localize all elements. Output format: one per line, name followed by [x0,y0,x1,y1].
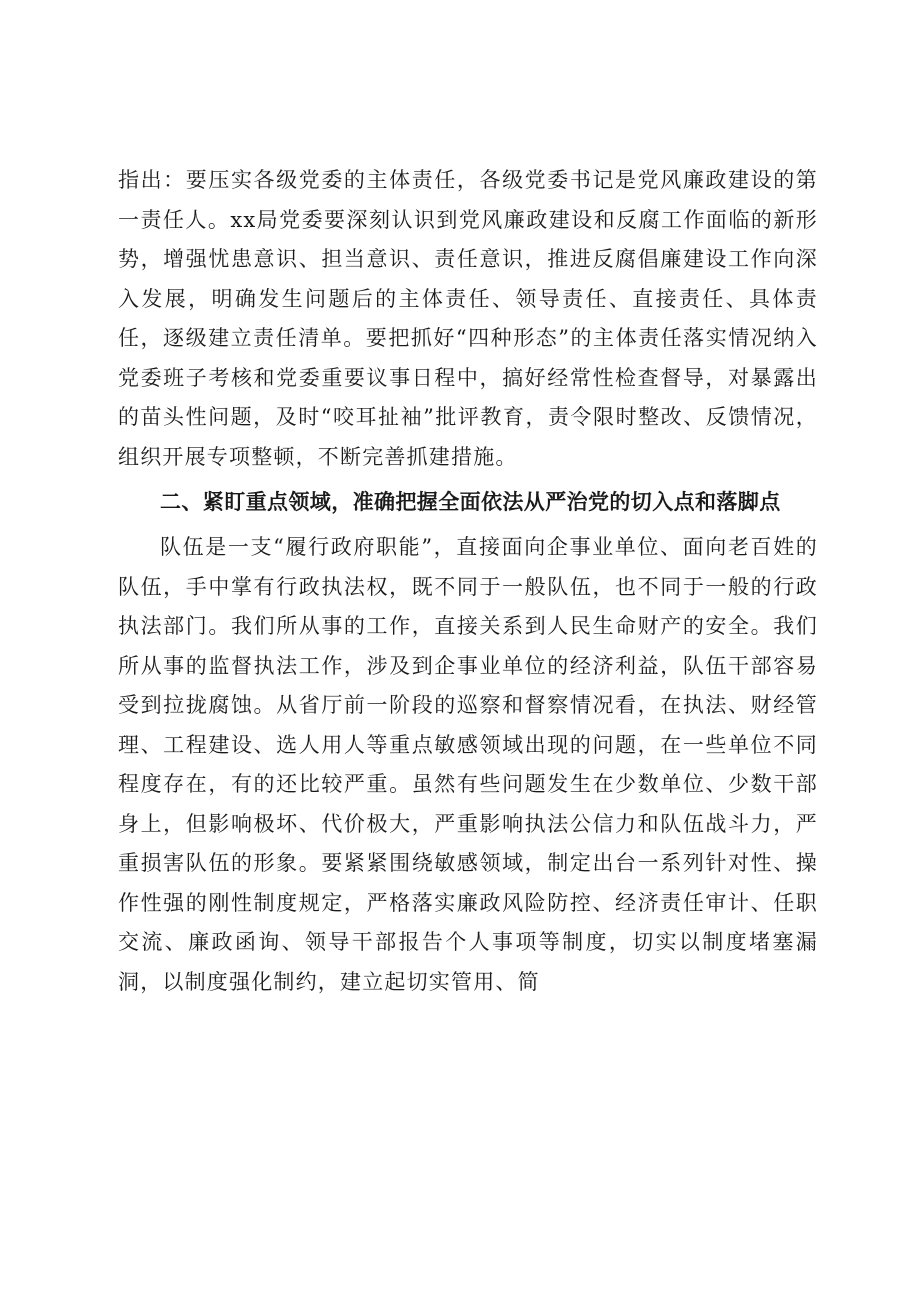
document-page [118,161,818,1002]
body-paragraph: 队伍是一支“履行政府职能”，直接面向企事业单位、面向老百姓的队伍，手中掌有行政执法权，既不同于一般队伍，也不同于一般的行政执法部门。我们所从事的工作，直接关系到人民生命财产的安全。我们所从事的监督执法工作，涉及到企事业单位的经济利益，队伍干部容易受到拉拢腐蚀。从省厅前一阶段的巡察和督察情况看，在执法、财经管理、工程建设、选人用人等重点敏感领域出现的问题，在一些单位不同程度存在，有的还比较严重。虽然有些问题发生在少数单位、少数干部身上，但影响极坏、代价极大，严重影响执法公信力和队伍战斗力，严重损害队伍的形象。要紧紧围绕敏感领域，制定出台一系列针对性、操作性强的刚性制度规定，严格落实廉政风险防控、经济责任审计、任职交流、廉政函询、领导干部报告个人事项等制度，切实以制度堵塞漏洞，以制度强化制约，建立起切实管用、简 [118,535,818,994]
section-heading: 二、紧盯重点领域，准确把握全面依法从严治党的切入点和落脚点 [160,490,781,514]
body-paragraph-continued: 指出：要压实各级党委的主体责任，各级党委书记是党风廉政建设的第一责任人。xx局党委要深刻认识到党风廉政建设和反腐工作面临的新形势，增强忧患意识、担当意识、责任意识，推进反腐倡廉建设工作向深入发展，明确发生问题后的主体责任、领导责任、直接责任、具体责任，逐级建立责任清单。要把抓好“四种形态”的主体责任落实情况纳入党委班子考核和党委重要议事日程中，搞好经常性检查督导，对暴露出的苗头性问题，及时“咬耳扯袖”批评教育，责令限时整改、反馈情况，组织开展专项整顿，不断完善抓建措施。 [118,168,818,469]
